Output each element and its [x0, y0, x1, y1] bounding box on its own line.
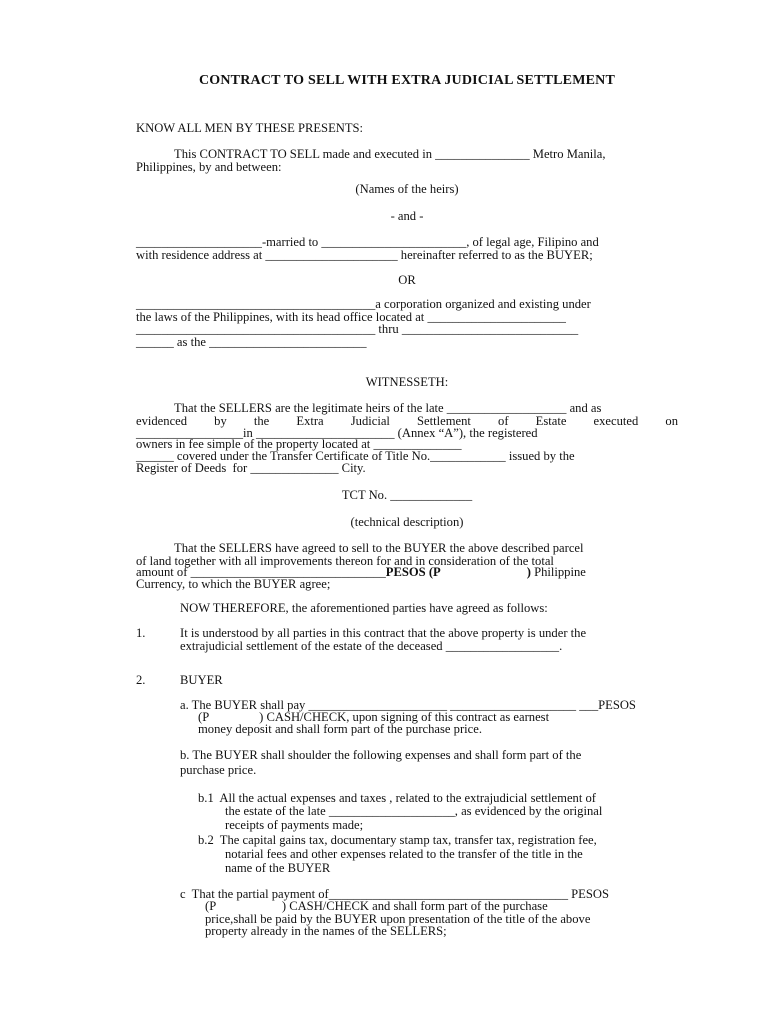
p3-line-1: That the SELLERS have agreed to sell to the BUYER the above described parcel — [174, 541, 584, 555]
or-separator: OR — [398, 273, 416, 287]
item-1-line-2: extrajudicial settlement of the estate of the deceased __________________. — [180, 639, 563, 653]
heirs-placeholder: (Names of the heirs) — [355, 182, 459, 196]
item-2-label: BUYER — [180, 673, 223, 687]
item-2b1-line-1: b.1 All the actual expenses and taxes , related to the extrajudicial settlement of — [198, 791, 596, 805]
p3-amount-prefix: amount of _______________________________ — [136, 565, 386, 579]
now-therefore: NOW THEREFORE, the aforementioned parties have agreed as follows: — [180, 601, 548, 615]
item-2b-line-1: b. The BUYER shall shoulder the following expenses and shall form part of the — [180, 748, 582, 762]
item-2c-line-2: (P ) CASH/CHECK and shall form part of the purchase — [205, 899, 548, 913]
p2-line-5: ______ covered under the Transfer Certificate of Title No.____________ issued by the — [136, 449, 575, 463]
item-2a-line-2: (P ) CASH/CHECK, upon signing of this contract as earnest — [198, 710, 550, 724]
item-2b2-line-1: b.2 The capital gains tax, documentary stamp tax, transfer tax, registration fee, — [198, 833, 597, 847]
witnesseth-heading: WITNESSETH: — [365, 375, 449, 389]
p2-line-1: That the SELLERS are the legitimate heirs of the late ___________________ and as — [174, 401, 602, 415]
tct-line: TCT No. _____________ — [341, 488, 473, 502]
p3-line-4: Currency, to which the BUYER agree; — [136, 577, 331, 591]
buyer-line-2: with residence address at _____________________ hereinafter referred to as the BUYER; — [136, 248, 593, 262]
corp-line-2: the laws of the Philippines, with its head office located at ______________________ — [136, 310, 566, 324]
item-1-line-1: It is understood by all parties in this contract that the above property is under the — [180, 626, 587, 640]
p2-line-2: evidenced by the Extra Judicial Settlement of Estate executed on — [136, 414, 678, 428]
item-2c-line-1: c That the partial payment of______________________________________ PESOS — [180, 887, 609, 901]
p1-line-2: Philippines, by and between: — [136, 160, 282, 174]
item-2c-line-3: price,shall be paid by the BUYER upon presentation of the title of the above — [205, 912, 591, 926]
p3-amount-suffix: Philippine — [530, 565, 586, 579]
item-2c-line-4: property already in the names of the SELLERS; — [205, 924, 447, 938]
and-separator: - and - — [390, 209, 424, 223]
p2-line-4: owners in fee simple of the property located at ______________ — [136, 437, 462, 451]
item-2b1-line-2: the estate of the late ____________________, as evidenced by the original — [225, 804, 603, 818]
item-2a-line-3: money deposit and shall form part of the purchase price. — [198, 722, 482, 736]
pesos-close: ) — [526, 565, 531, 579]
corp-line-3: ______________________________________ thru ____________________________ — [136, 322, 579, 336]
item-2-number: 2. — [136, 673, 146, 687]
item-2b1-line-3: receipts of payments made; — [225, 818, 364, 832]
intro-line: KNOW ALL MEN BY THESE PRESENTS: — [136, 121, 364, 135]
p2-line-3: _________________in ______________________ (Annex “A”), the registered — [136, 426, 538, 440]
p2-line-6: Register of Deeds for ______________ City. — [136, 461, 366, 475]
item-2b-line-2: purchase price. — [180, 763, 257, 777]
document-title: CONTRACT TO SELL WITH EXTRA JUDICIAL SETTLEMENT — [198, 73, 616, 88]
item-2b2-line-3: name of the BUYER — [225, 861, 331, 875]
p3-line-2: of land together with all improvements thereon for and in consideration of the total — [136, 554, 554, 568]
item-1-number: 1. — [136, 626, 146, 640]
corp-line-4: ______ as the _________________________ — [136, 335, 367, 349]
item-2a-line-1: a. The BUYER shall pay ______________________ ____________________ ___PESOS — [180, 698, 636, 712]
p1-line-1: This CONTRACT TO SELL made and executed in _______________ Metro Manila, — [174, 147, 606, 161]
item-2b2-line-2: notarial fees and other expenses related to the transfer of the title in the — [225, 847, 583, 861]
technical-description: (technical description) — [350, 515, 464, 529]
pesos-label: PESOS (P — [385, 565, 441, 579]
buyer-line-1: ____________________-married to _______________________, of legal age, Filipino and — [136, 235, 599, 249]
corp-line-1: ______________________________________a corporation organized and existing under — [136, 297, 591, 311]
